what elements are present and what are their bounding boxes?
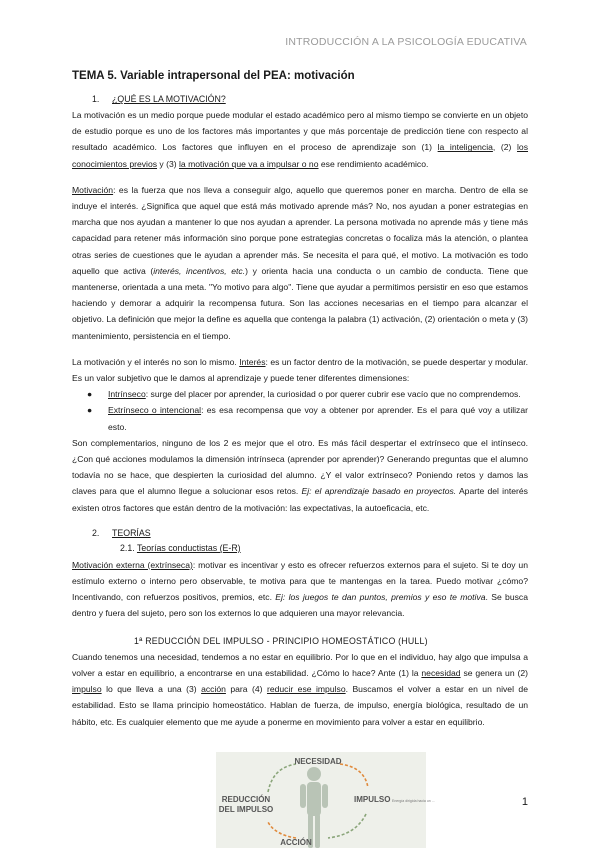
document-body — [72, 70, 528, 730]
hull-theory-title: 1ª REDUCCIÓN DEL IMPULSO - PRINCIPIO HOMEOSTÁTICO (HULL) — [134, 635, 428, 646]
section-1-title: ¿QUÉ ES LA MOTIVACIÓN? — [112, 94, 226, 104]
paragraph-external-motivation: Motivación externa (extrínseca): motivar es incentivar y esto es ofrecer refuerzos externos para el sujeto. Si te doy un estímulo externo o interno pero observable, te motiva para que te mantengas en la tarea. Puedo motivar ¿cómo? Incentivando, con refuerzos positivos, premios, etc. Ej: los juegos te dan puntos, premios y eso te motiva. Se busca dentro y fuera del sujeto, pero son los externos lo que adquieren una mayor relevancia. — [72, 559, 528, 619]
paragraph-complementary: Son complementarios, ninguno de los 2 es mejor que el otro. Es más fácil despertar el extrínseco que el intínseco. ¿Con qué acciones modulamos la dimensión intrínseca (aprender por aprender)? Generando preguntas que el alumno todavía no se hace, que despierten la curiosidad del alumno. ¿Y el valor extrínseco? Poniendo retos y damos las claves para que el alumno llegue a solucionar esos retos. Ej: el aprendizaje basado en proyectos. Aparte del interés existen otros factores que están dentro de la motivación: las expectativas, la autoeficacia, etc. — [72, 437, 528, 513]
section-2-title: TEORÍAS — [112, 527, 151, 538]
paragraph-motivation-definition: Motivación: es la fuerza que nos lleva a conseguir algo, aquello que queremos poner en marcha. Dentro de ella se induye el interés. ¿Significa que aquel que está más motivado aprende más? No, nos ayudan a poner estrategias en marcha que nos ayudan a mantener lo que nos ayudan a aprender. La persona motivada no aprende más y tiene más capacidad para retener más información sino porque pone estrategias concretas o focaliza más la atención, o plantea otras series de cuestiones que le ayudan a aprender más. Se necesita el para qué, el motivo. La motivación es todo aquello que activa (interés, incentivos, etc.) y orienta hacia una conducta o un cambio de conducta. Tiene que mantenerse, orientada a una meta. "Yo motivo para algo". Tiene que ayudar a permitimos persistir en eso que estamos haciendo y demorar a adquirir la recompensa futura. Son las acciones necesarias en el tiempo para alcanzar el objetivo. La definición que mejor la define es aquella que contenga la palabra (1) activación, (2) orientación o meta y (3) mantenimiento, persistencia en el tiempo. — [72, 184, 529, 341]
bullet-icon: ● — [87, 389, 93, 400]
label-necesidad: NECESIDAD — [294, 757, 342, 766]
section-2-number: 2. — [92, 527, 100, 538]
label-accion: ACCIÓN — [280, 838, 312, 847]
paragraph-interest: La motivación y el interés no son lo mismo. Interés: es un factor dentro de la motivación, se puede despertar y modular. Es un valor subjetivo que le damos al aprendizaje y puede tener diferentes dimensiones: — [72, 356, 528, 384]
label-reduccion-1: REDUCCIÓN — [221, 795, 271, 804]
list-item-extrinsic: ● Extrínseco o intencional: es esa recompensa que voy a obtener por aprender. Es el para qué voy a utilizar esto. — [108, 402, 528, 434]
list-item-intrinsic: ● Intrínseco: surge del placer por aprender, la curiosidad o por querer cubrir ese vacío que no comprendemos. — [108, 386, 528, 402]
section-2-heading — [92, 526, 528, 540]
running-header: INTRODUCCIÓN A LA PSICOLOGÍA EDUCATIVA — [285, 36, 527, 48]
bullet-icon: ● — [87, 405, 93, 416]
drive-reduction-figure — [216, 752, 435, 848]
label-impulso-note: Energía dirigida hacia un ... — [392, 799, 435, 803]
subsection-2-1-heading: 2.1. Teorías conductistas (E-R) — [120, 542, 241, 553]
interest-dimensions-list — [72, 386, 528, 435]
section-1-number: 1. — [92, 94, 100, 104]
page-number: 1 — [521, 796, 528, 808]
label-reduccion-2: DEL IMPULSO — [218, 805, 274, 814]
paragraph-hull: Cuando tenemos una necesidad, tendemos a no estar en equilibrio. Por lo que en el individuo, hay algo que impulsa a volver a estar en equilibrio, a encontrarse en una estabilidad. ¿Cómo lo hace? Ante (1) la necesidad se genera un (2) impulso lo que lleva a una (3) acción para (4) reducir ese impulso. Buscamos el volver a estar en un nivel de estabilidad. Esto se llama principio homeostático. Hablan de fuerza, de impulso, energía biológica, resultado de un hábito, etc. Es cualquier elemento que me ayude a ponerme en movimiento para volver a estar en equilibrio. — [72, 651, 529, 727]
document-title: TEMA 5. Variable intrapersonal del PEA: motivación — [72, 70, 355, 82]
paragraph-motivation-intro: La motivación es un medio porque puede modular el estado académico pero al mismo tiempo se convierte en un objeto de estudio porque es uno de los factores más importantes y que más porcentaje de predicción tiene con respecto al resultado académico. Los factores que influyen en el proceso de aprendizaje son (1) la inteligencia, (2) los conocimientos previos y (3) la motivación que va a impulsar o no ese rendimiento académico. — [72, 110, 529, 169]
label-impulso: IMPULSO — [354, 795, 391, 804]
section-1-heading — [92, 92, 528, 106]
